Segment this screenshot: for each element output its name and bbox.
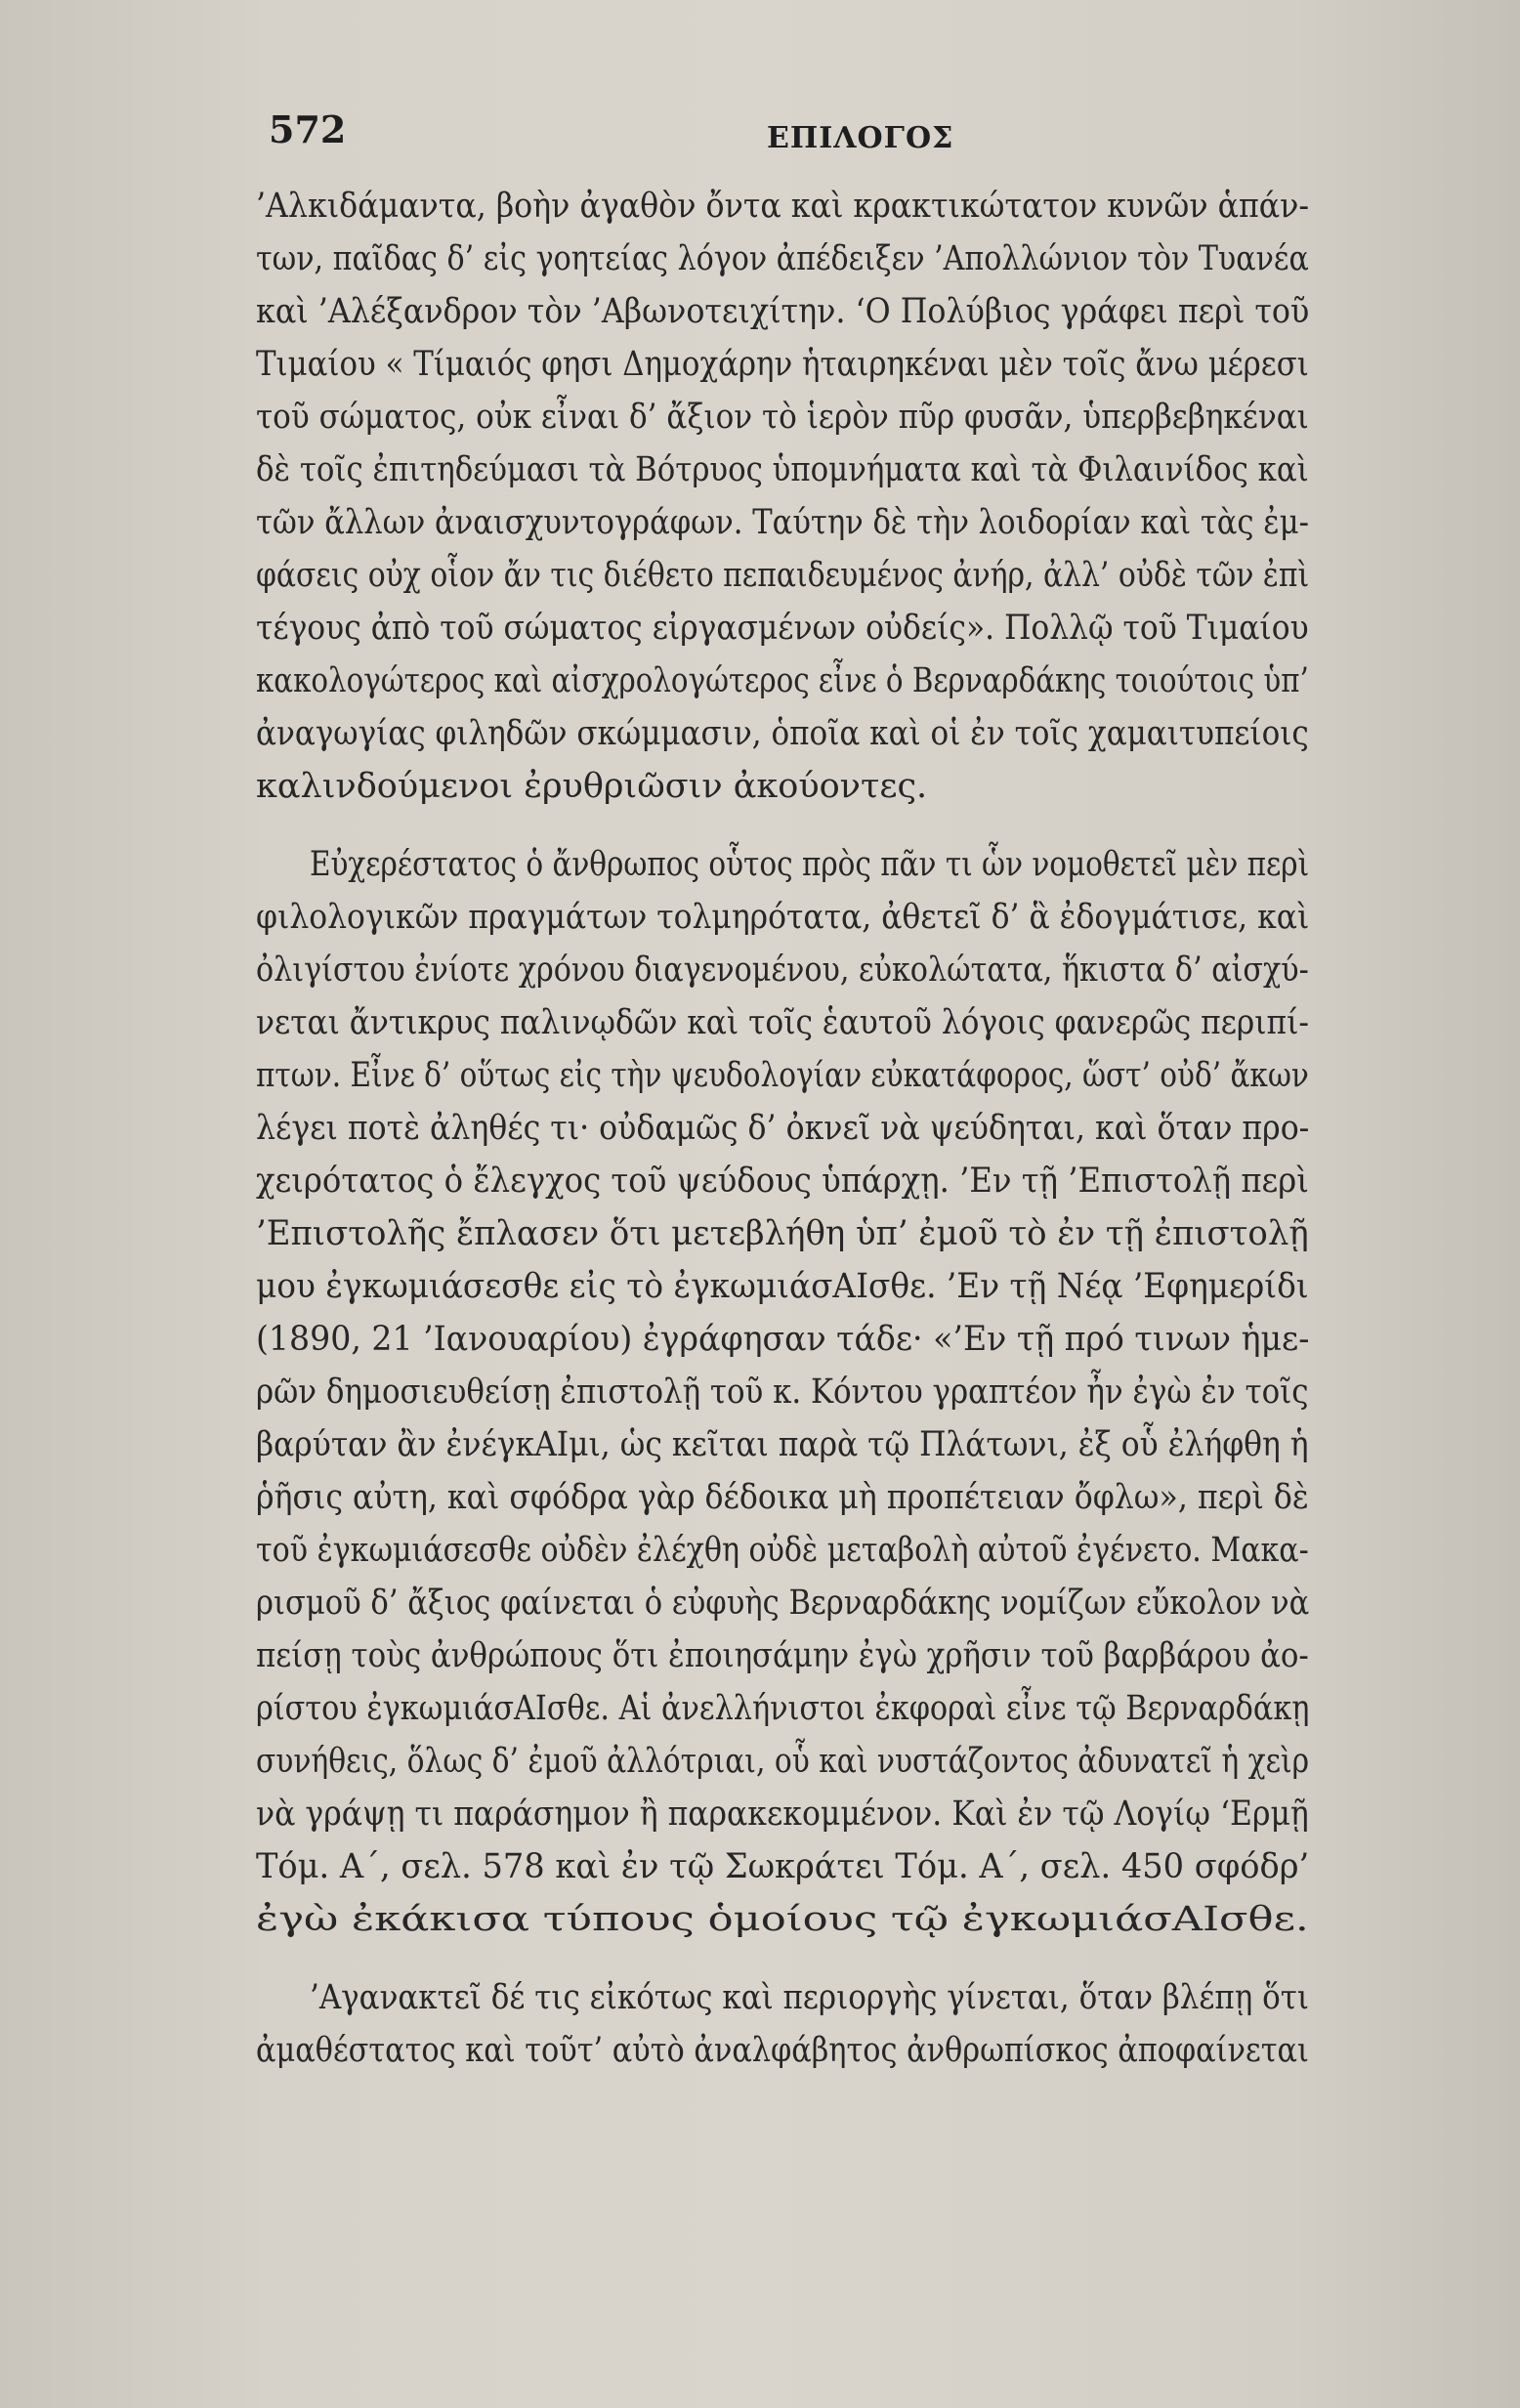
text-line: τέγους ἀπὸ τοῦ σώματος εἰργασμένων οὐδείς». Πολλῷ τοῦ Τιμαίου: [256, 609, 1309, 648]
text-line: νὰ γράψῃ τι παράσημον ἢ παρακεκομμένον. Καὶ ἐν τῷ Λογίῳ ‘Ερμῇ: [256, 1795, 1309, 1834]
text-line: των, παῖδας δ’ εἰς γοητείας λόγον ἀπέδειξεν ’Απολλώνιον τὸν Τυανέα: [256, 239, 1309, 278]
text-line: Τιμαίου « Τίμαιός φησι Δημοχάρην ἡταιρηκέναι μὲν τοῖς ἄνω μέρεσι: [256, 345, 1309, 384]
text-line: τοῦ σώματος, οὐκ εἶναι δ’ ἄξιον τὸ ἱερὸν πῦρ φυσᾶν, ὑπερβεβηκέναι: [256, 398, 1309, 437]
text-line: ὀλιγίστου ἐνίοτε χρόνου διαγενομένου, εὐκολώτατα, ἥκιστα δ’ αἰσχύ-: [256, 951, 1309, 990]
text-line: τῶν ἄλλων ἀναισχυντογράφων. Ταύτην δὲ τὴν λοιδορίαν καὶ τὰς ἐμ-: [256, 503, 1309, 542]
text-line: φιλολογικῶν πραγμάτων τολμηρότατα, ἀθετεῖ δ’ ἃ ἐδογμάτισε, καὶ: [256, 898, 1310, 937]
text-line: κακολογώτερος καὶ αἰσχρολογώτερος εἶνε ὁ Βερναρδάκης τοιούτοις ὑπ’: [256, 661, 1309, 700]
text-line: λέγει ποτὲ ἀληθές τι· οὐδαμῶς δ’ ὀκνεῖ νὰ ψεύδηται, καὶ ὅταν προ-: [256, 1109, 1310, 1148]
text-line: καλινδούμενοι ἐρυθριῶσιν ἀκούοντες.: [256, 767, 928, 806]
text-line: δὲ τοῖς ἐπιτηδεύμασι τὰ Βότρυος ὑπομνήματα καὶ τὰ Φιλαινίδος καὶ: [256, 450, 1309, 489]
text-line: (1890, 21 ’Ιανουαρίου) ἐγράφησαν τάδε· «’Εν τῇ πρό τινων ἡμε-: [256, 1320, 1310, 1359]
text-line: Εὐχερέστατος ὁ ἄνθρωπος οὗτος πρὸς πᾶν τι ὧν νομοθετεῖ μὲν περὶ: [310, 845, 1310, 884]
page-number: 572: [269, 107, 347, 151]
text-line: ἀμαθέστατος καὶ τοῦτ’ αὐτὸ ἀναλφάβητος ἀνθρωπίσκος ἀποφαίνεται: [256, 2031, 1309, 2070]
text-line: μου ἐγκωμιάσεσθε εἰς τὸ ἐγκωμιάσΑΙσθε. ’Εν τῇ Νέᾳ ’Εφημερίδι: [256, 1267, 1309, 1306]
text-line: ρῶν δημοσιευθείσῃ ἐπιστολῇ τοῦ κ. Κόντου γραπτέον ἦν ἐγὼ ἐν τοῖς: [256, 1373, 1309, 1412]
text-line: συνήθεις, ὅλως δ’ ἐμοῦ ἀλλότριαι, οὗ καὶ νυστάζοντος ἀδυνατεῖ ἡ χεὶρ: [256, 1742, 1310, 1781]
text-line: πείσῃ τοὺς ἀνθρώπους ὅτι ἐποιησάμην ἐγὼ χρῆσιν τοῦ βαρβάρου ἀο-: [256, 1636, 1309, 1675]
text-line: ρίστου ἐγκωμιάσΑΙσθε. Αἱ ἀνελλήνιστοι ἐκφοραὶ εἶνε τῷ Βερναρδάκῃ: [256, 1689, 1310, 1728]
text-line: ’Αγανακτεῖ δέ τις εἰκότως καὶ περιοργὴς γίνεται, ὅταν βλέπῃ ὅτι: [310, 1978, 1310, 2017]
text-line: ἐγὼ ἐκάκισα τύπους ὁμοίους τῷ ἐγκωμιάσΑΙσθε.: [256, 1900, 1309, 1939]
text-line: φάσεις οὐχ οἷον ἄν τις διέθετο πεπαιδευμένος ἀνήρ, ἀλλ’ οὐδὲ τῶν ἐπὶ: [256, 556, 1310, 595]
text-line: πτων. Εἶνε δ’ οὕτως εἰς τὴν ψευδολογίαν εὐκατάφορος, ὥστ’ οὐδ’ ἄκων: [256, 1056, 1309, 1095]
text-line: ’Επιστολῆς ἔπλασεν ὅτι μετεβλήθη ὑπ’ ἐμοῦ τὸ ἐν τῇ ἐπιστολῇ: [256, 1214, 1309, 1253]
running-head: ΕΠΙΛΟΓΟΣ: [767, 121, 954, 155]
text-line: νεται ἄντικρυς παλινῳδῶν καὶ τοῖς ἑαυτοῦ λόγοις φανερῶς περιπί-: [256, 1003, 1309, 1042]
text-line: Τόμ. Α΄, σελ. 578 καὶ ἐν τῷ Σωκράτει Τόμ. Α΄, σελ. 450 σφόδρ’: [256, 1847, 1310, 1886]
page-header: [259, 98, 1255, 166]
text-line: ’Αλκιδάμαντα, βοὴν ἀγαθὸν ὄντα καὶ κρακτικώτατον κυνῶν ἁπάν-: [256, 187, 1310, 226]
text-line: ρισμοῦ δ’ ἄξιος φαίνεται ὁ εὐφυὴς Βερναρδάκης νομίζων εὔκολον νὰ: [256, 1584, 1310, 1623]
text-line: ῥῆσις αὐτη, καὶ σφόδρα γὰρ δέδοικα μὴ προπέτειαν ὄφλω», περὶ δὲ: [256, 1478, 1309, 1517]
text-line: βαρύταν ἂν ἐνέγκΑΙμι, ὡς κεῖται παρὰ τῷ Πλάτωνι, ἐξ οὗ ἐλήφθη ἡ: [256, 1425, 1309, 1464]
text-line: καὶ ’Αλέξανδρον τὸν ’Αβωνοτειχίτην. ‘Ο Πολύβιος γράφει περὶ τοῦ: [256, 292, 1310, 331]
text-line: χειρότατος ὁ ἔλεγχος τοῦ ψεύδους ὑπάρχῃ. ’Εν τῇ ’Επιστολῇ περὶ: [256, 1162, 1309, 1201]
body-text: [256, 184, 1309, 2333]
text-line: ἀναγωγίας φιληδῶν σκώμμασιν, ὁποῖα καὶ οἱ ἐν τοῖς χαμαιτυπείοις: [256, 714, 1309, 753]
text-line: τοῦ ἐγκωμιάσεσθε οὐδὲν ἐλέχθη οὐδὲ μεταβολὴ αὐτοῦ ἐγένετο. Μακα-: [256, 1531, 1309, 1570]
